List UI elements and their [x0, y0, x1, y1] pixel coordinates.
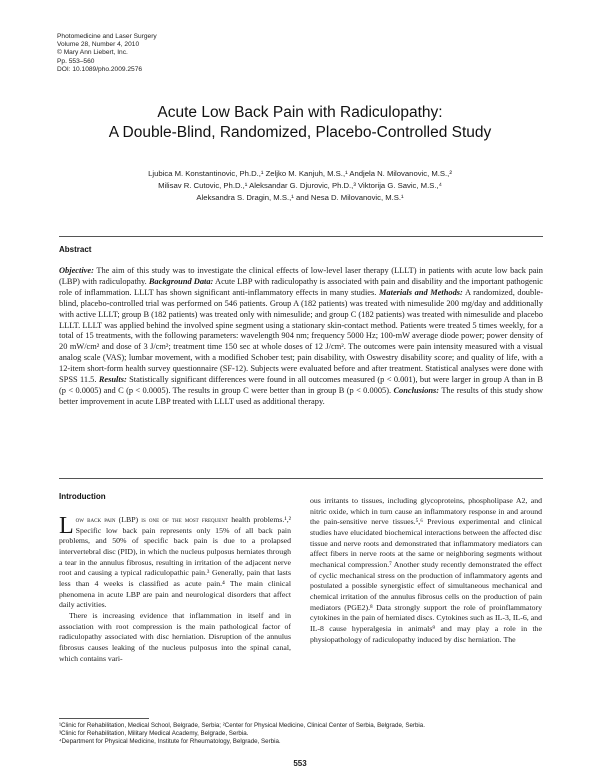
intro-paragraph-3: ous irritants to tissues, including glycoproteins, phospholipase A2, and nitric oxide, which in turn cause an inflammatory response in and around the pain-sensitive nerve tissues.⁵,⁶ Previous experimental and clinical studies have elucidated biochemical interactions between the affected disc tissue and nerve roots and demonstrated that inflammatory mediators can affect fibers in nerve roots at the same or neighboring segments without mechanical compression.⁷ Another study recently demonstrated the effect of cyclic mechanical stress on the production of inflammatory agents and postulated a possible synergistic effect of simultaneous mechanical and chemical irritation of the annulus fibrosus cells on the production of pain mediators (PGE2).⁸ Data strongly support the role of proinflammatory cytokines in the pain of herniated discs. Cytokines such as IL-3, IL-6, and IL-8 cause hyperalgesia in animals⁹ and may play a role in the physiopathology of radiculopathy induced by disc herniation. The [310, 496, 542, 644]
conclusions-label: Conclusions: [393, 385, 440, 395]
journal-volume: Volume 28, Number 4, 2010 [57, 41, 140, 49]
journal-pages: Pp. 553–560 [57, 57, 95, 65]
journal-name: Photomedicine and Laser Surgery [57, 33, 157, 40]
introduction-heading: Introduction [59, 492, 106, 501]
results-label: Results: [98, 375, 127, 385]
journal-copyright: © Mary Ann Liebert, Inc. [57, 49, 128, 57]
authors-line-3: Aleksandra S. Dragin, M.S.,¹ and Nesa D. Milovanovic, M.S.¹ [196, 193, 404, 202]
drop-cap: L [59, 513, 74, 539]
conclusions-text: The results of this study show better improvement in acute LBP treated with LLLT used as additional therapy. [59, 385, 543, 406]
methods-text: A randomized, double-blind, placebo-controlled trial was performed on 546 patients. Group A (182 patients) was treated with nimesulide 200 mg/day and additionally with active LLLT; group B (182 patients) was treated only with nimesulide; and group C (182 patients) was treated with nimesulide and placebo LLLT. LLLT was applied behind the involved spine segment using a stationary skin-contact method. Patients were treated 5 times weekly, for a total of 15 treatments, with the following parameters: wavelength 904 nm; frequency 5000 Hz; 100-mW average diode power; power density of 20 mW/cm² and dose of 3 J/cm²; treatment time 150 sec at whole doses of 12 J/cm². The outcomes were pain intensity measured with a visual analog scale (VAS); lumbar movement, with a modified Schober test; pain disability, with Oswestry disability score; and quality of life, with a 12-item short-form health survey questionnaire (SF-12). Subjects were evaluated before and after treatment. Statistical analyses were done with SPSS 11.5. [59, 287, 543, 385]
article-title [0, 103, 600, 143]
affiliation-footnotes [59, 722, 543, 747]
methods-label: Materials and Methods: [378, 287, 463, 297]
journal-doi[interactable]: DOI: 10.1089/pho.2009.2576 [57, 65, 143, 73]
left-column [59, 515, 291, 664]
title-line-2: A Double-Blind, Randomized, Placebo-Controlled Study [108, 124, 492, 141]
lead-in: ow back pain [75, 515, 116, 524]
objective-label: Objective: [59, 266, 94, 275]
authors-line-2: Milisav R. Cutovic, Ph.D.,¹ Aleksandar G. Djurovic, Ph.D.,³ Viktorija G. Savic, M.S.,⁴ [158, 181, 442, 190]
intro-paragraph-2: There is increasing evidence that inflammation in itself and in association with root compression is the main pathological factor of radiculopathy associated with disc herniation. Disruption of the annulus fibrosus causes leaking of the nucleus pulposus into the spinal canal, which contains vari- [59, 610, 291, 663]
author-list [0, 168, 600, 204]
background-label: Background Data: [148, 276, 214, 286]
objective-text: The aim of this study was to investigate the clinical effects of low-level laser therapy (LLLT) in patients with acute low back pain (LBP) with radiculopathy. [59, 266, 543, 286]
footnote-divider [59, 718, 149, 719]
background-text: Acute LBP with radiculopathy is associated with pain and disability and the important pathogenic role of inflammation. LLLT has shown significant anti-inflammatory effects in many studies. [59, 276, 543, 297]
abstract-body [59, 266, 543, 408]
journal-header [57, 33, 157, 74]
results-text: Statistically significant differences were found in all outcomes measured (p < 0.001), but were larger in group A than in B (p < 0.0005) and C (p < 0.0005). The results in group C were better than in group B (p < 0.0005). [59, 375, 543, 395]
right-column [310, 496, 542, 645]
abstract-bottom-divider [59, 478, 543, 479]
intro-paragraph-1: health problems.¹,² Specific low back pain represents only 15% of all back pain problems, and 50% of specific back pain is due to a prolapsed intervertebral disc (PID), in which the nucleus pulposus herniates through a tear in the annulus fibrosus, resulting in irritation of the adjacent nerve root and causing a typical radiculopathic pain.³ Generally, pain that lasts less than 4 weeks is classified as acute pain.⁴ The main clinical phenomena in acute LBP are pain and neurological disorders that affect daily activities. [59, 515, 292, 610]
footnote-3: ⁴Department for Physical Medicine, Institute for Rheumatology, Belgrade, Serbia. [59, 738, 281, 746]
abstract-top-divider [59, 236, 543, 237]
footnote-1: ¹Clinic for Rehabilitation, Medical School, Belgrade, Serbia; ²Center for Physical Medicine, Clinical Center of Serbia, Belgrade, Serbia. [59, 722, 425, 729]
authors-line-1: Ljubica M. Konstantinovic, Ph.D.,¹ Zeljko M. Kanjuh, M.S.,¹ Andjela N. Milovanovic, M.S.,² [148, 169, 452, 178]
page-number: 553 [293, 759, 307, 768]
title-line-1: Acute Low Back Pain with Radiculopathy: [157, 104, 443, 121]
abstract-heading: Abstract [59, 245, 92, 254]
footnote-2: ³Clinic for Rehabilitation, Military Medical Academy, Belgrade, Serbia. [59, 730, 249, 738]
lead-in-2: (LBP) is one of the most frequent [118, 515, 229, 524]
